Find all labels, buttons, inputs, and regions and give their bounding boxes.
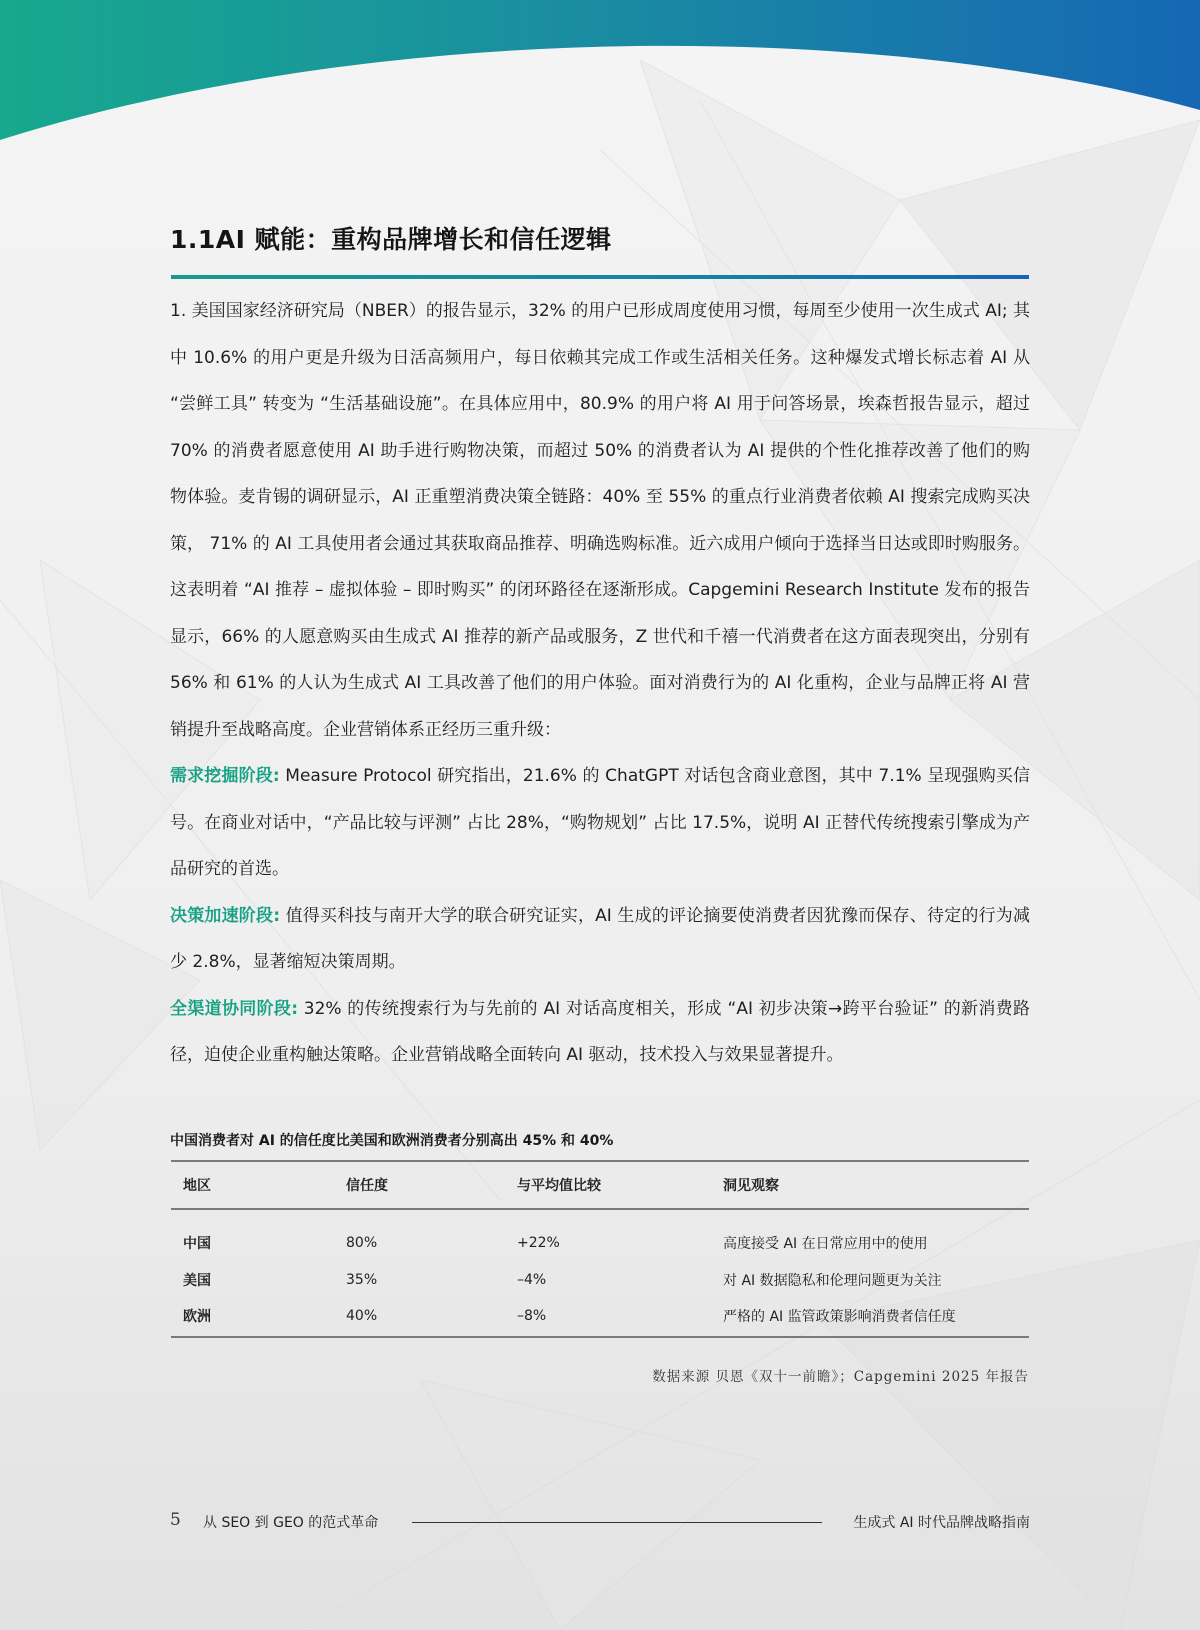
table-row xyxy=(171,1261,1029,1299)
title-divider xyxy=(171,275,1029,279)
stage-omnichannel xyxy=(170,986,1030,1079)
cell-trust: 40% xyxy=(346,1307,378,1324)
header-region: 地区 xyxy=(171,1161,334,1209)
stage-label-omnichannel: 全渠道协同阶段: xyxy=(170,998,299,1019)
cell-region: 美国 xyxy=(183,1273,211,1289)
stage-text-demand: Measure Protocol 研究指出，21.6% 的 ChatGPT 对话包含商业意图，其中 7.1% 呈现强购买信号。在商业对话中，“产品比较与评测” 占比 28%，“购物规划” 占比 17.5%，说明 AI 正替代传统搜索引擎成为产品研究的首选。 xyxy=(170,766,1030,879)
main-paragraph: 1. 美国国家经济研究局（NBER）的报告显示，32% 的用户已形成周度使用习惯，每周至少使用一次生成式 AI; 其中 10.6% 的用户更是升级为日活高频用户，每日依赖其完成工作或生活相关任务。这种爆发式增长标志着 AI 从 “尝鲜工具” 转变为 “生活基础设施”。在具体应用中，80.9% 的用户将 AI 用于问答场景，埃森哲报告显示，超过 70% 的消费者愿意使用 AI 助手进行购物决策，而超过 50% 的消费者认为 AI 提供的个性化推荐改善了他们的购物体验。麦肯锡的调研显示，AI 正重塑消费决策全链路：40% 至 55% 的重点行业消费者依赖 AI 搜索完成购买决策， 71% 的 AI 工具使用者会通过其获取商品推荐、明确选购标准。近六成用户倾向于选择当日达或即时购服务。 这表明着 “AI 推荐 – 虚拟体验 – 即时购买” 的闭环路径在逐渐形成。Capgemini Research Institute 发布的报告显示，66% 的人愿意购买由生成式 AI 推荐的新产品或服务，Z 世代和千禧一代消费者在这方面表现突出，分别有 56% 和 61% 的人认为生成式 AI 工具改善了他们的用户体验。面对消费行为的 AI 化重构，企业与品牌正将 AI 营销提升至战略高度。企业营销体系正经历三重升级： xyxy=(170,301,1030,740)
stage-text-omnichannel: 32% 的传统搜索行为与先前的 AI 对话高度相关，形成 “AI 初步决策→跨平台验证” 的新消费路径，迫使企业重构触达策略。企业营销战略全面转向 AI 驱动，技术投入与效果显著提升。 xyxy=(170,998,1030,1065)
stage-text-decision: 值得买科技与南开大学的联合研究证实，AI 生成的评论摘要使消费者因犹豫而保存、待定的行为减少 2.8%，显著缩短决策周期。 xyxy=(170,905,1030,972)
cell-trust: 80% xyxy=(346,1234,378,1251)
stage-label-decision: 决策加速阶段: xyxy=(170,905,280,926)
footer-chapter-title: 从 SEO 到 GEO 的范式革命 xyxy=(203,1515,379,1531)
data-source-note: 数据来源 贝恩《双十一前瞻》；Capgemini 2025 年报告 xyxy=(652,1369,1029,1385)
stage-decision-acceleration xyxy=(170,893,1030,986)
cell-vs-average: –8% xyxy=(517,1307,547,1324)
cell-trust: 35% xyxy=(346,1272,378,1288)
table-row xyxy=(171,1299,1029,1337)
header-vs-average: 与平均值比较 xyxy=(505,1161,711,1209)
cell-vs-average: +22% xyxy=(517,1234,560,1251)
stage-demand-mining xyxy=(170,753,1030,893)
cell-insight: 对 AI 数据隐私和伦理问题更为关注 xyxy=(723,1273,942,1289)
trust-table xyxy=(171,1160,1029,1338)
footer-divider xyxy=(412,1522,822,1523)
table-header-row xyxy=(171,1161,1029,1209)
section-title: 1.1AI 赋能：重构品牌增长和信任逻辑 xyxy=(170,225,612,254)
cell-region: 中国 xyxy=(183,1235,211,1252)
table-caption: 中国消费者对 AI 的信任度比美国和欧洲消费者分别高出 45% 和 40% xyxy=(170,1133,614,1149)
table-row xyxy=(171,1209,1029,1261)
cell-region: 欧洲 xyxy=(183,1308,211,1325)
cell-insight: 严格的 AI 监管政策影响消费者信任度 xyxy=(723,1308,956,1325)
page-number: 5 xyxy=(170,1510,181,1530)
header-trust: 信任度 xyxy=(334,1161,505,1209)
cell-vs-average: –4% xyxy=(517,1272,547,1288)
cell-insight: 高度接受 AI 在日常应用中的使用 xyxy=(723,1235,928,1252)
header-insight: 洞见观察 xyxy=(711,1161,1029,1209)
footer-document-title: 生成式 AI 时代品牌战略指南 xyxy=(853,1515,1030,1531)
body-text xyxy=(170,288,1030,1079)
stage-label-demand: 需求挖掘阶段: xyxy=(170,766,280,786)
